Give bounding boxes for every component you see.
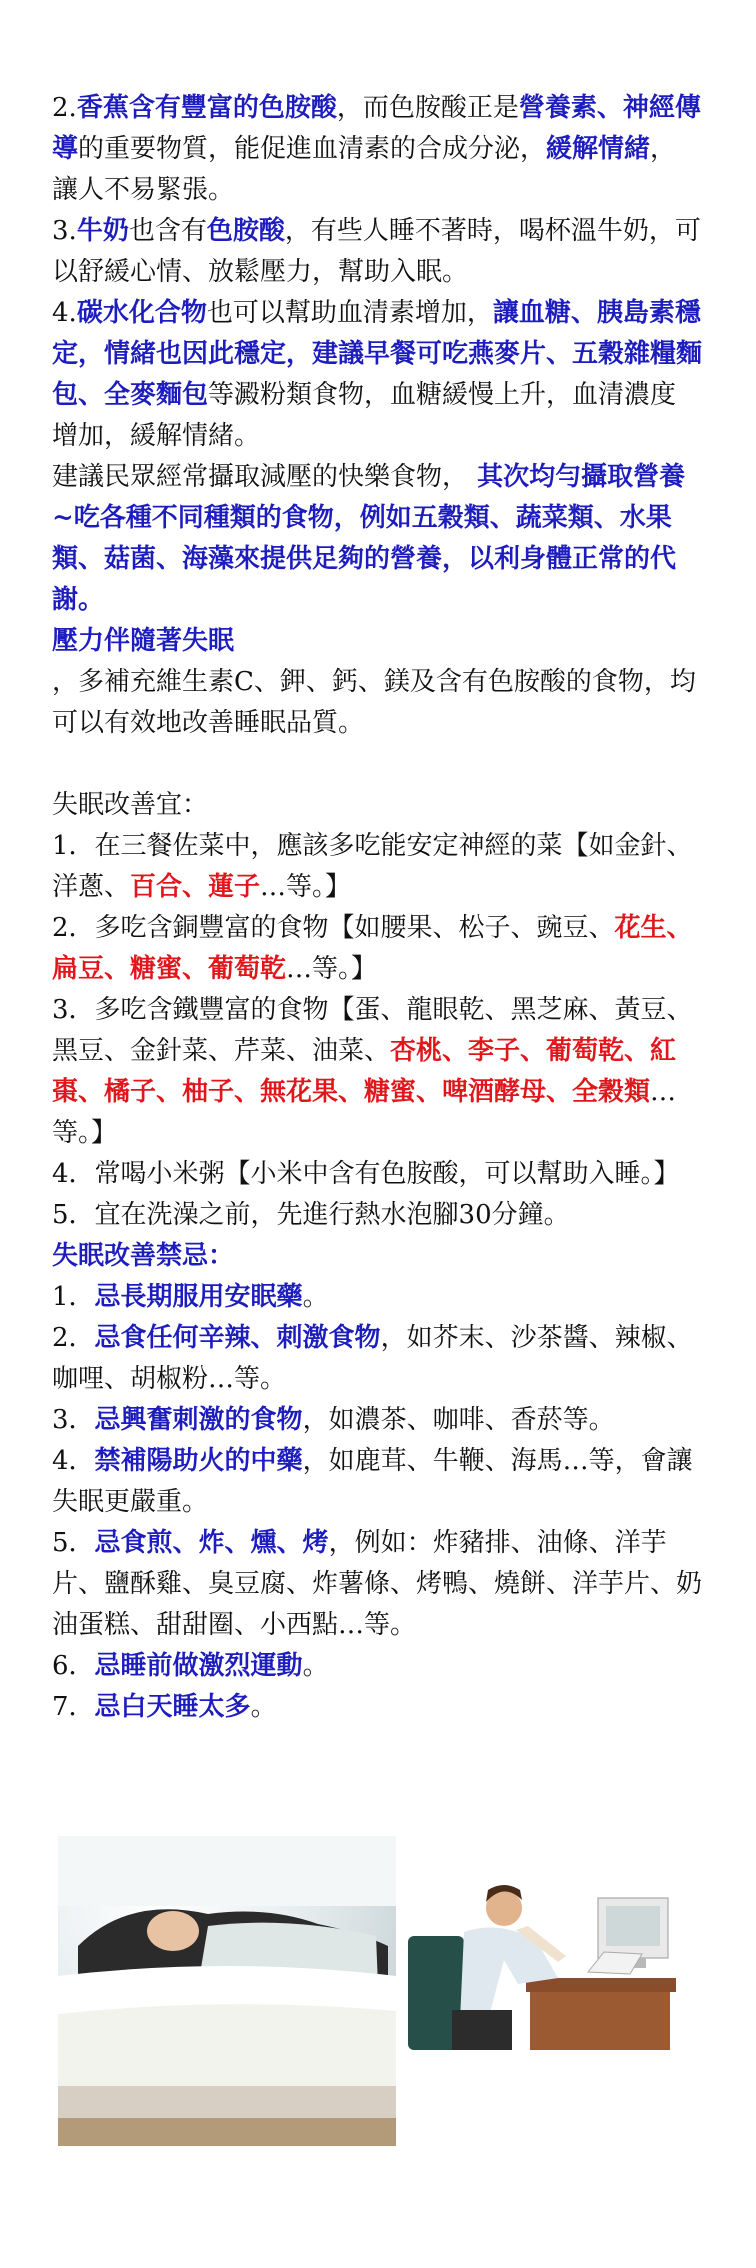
text-segment: 忌白天睡太多 bbox=[94, 1692, 251, 1722]
text-segment: 2. bbox=[52, 93, 77, 123]
text-segment: 3． bbox=[52, 1405, 95, 1435]
text-segment: 讓血糖、胰島素穩定，情緒也因此穩定，建議早餐可吃燕麥片、五穀雜糧麵包、全麥麵包 bbox=[52, 298, 703, 410]
paragraph-j4 bbox=[52, 1441, 702, 1523]
paragraph-i3 bbox=[52, 990, 702, 1154]
text-segment: 也含有 bbox=[128, 216, 207, 246]
text-segment: 1． bbox=[52, 1282, 95, 1312]
text-segment: …等。】 bbox=[52, 1077, 677, 1148]
paragraph-h2 bbox=[52, 1236, 702, 1277]
text-segment: 的重要物質，能促進血清素的合成分泌， bbox=[78, 134, 547, 164]
text-segment: 失眠改善宜： bbox=[52, 790, 209, 820]
text-segment: 碳水化合物 bbox=[76, 298, 207, 328]
text-segment: 7． bbox=[52, 1692, 95, 1722]
text-segment: 建議民眾經常攝取減壓的快樂食物， bbox=[52, 462, 469, 492]
paragraph-p6 bbox=[52, 621, 702, 662]
paragraph-j3 bbox=[52, 1400, 702, 1441]
text-segment: 也可以幫助血清素增加， bbox=[206, 298, 493, 328]
text-segment: 忌長期服用安眠藥 bbox=[94, 1282, 303, 1312]
text-segment: 忌睡前做激烈運動 bbox=[94, 1651, 303, 1681]
paragraph-j7 bbox=[52, 1687, 702, 1728]
text-segment: 禁補陽助火的中藥 bbox=[94, 1446, 303, 1476]
text-segment: 百合、蓮子 bbox=[130, 872, 261, 902]
article-body bbox=[52, 88, 702, 1728]
text-segment: 失眠改善禁忌： bbox=[52, 1241, 235, 1271]
paragraph-p4 bbox=[52, 293, 702, 457]
text-segment: 6． bbox=[52, 1651, 95, 1681]
text-segment: 3．多吃含鐵豐富的食物【蛋、龍眼乾、黑芝麻、黃豆、黑豆、金針菜、芹菜、油菜、 bbox=[52, 995, 693, 1066]
text-segment: 4．常喝小米粥【小米中含有色胺酸，可以幫助入睡。】 bbox=[52, 1159, 680, 1189]
stressed-worker-illustration bbox=[408, 1880, 680, 2050]
paragraph-i2 bbox=[52, 908, 702, 990]
text-segment: 。 bbox=[250, 1692, 277, 1722]
text-segment: 色胺酸 bbox=[258, 93, 337, 123]
paragraph-i1 bbox=[52, 826, 702, 908]
paragraph-j1 bbox=[52, 1277, 702, 1318]
paragraph-gap1 bbox=[52, 744, 702, 785]
text-segment: 壓力伴隨著失眠 bbox=[52, 626, 235, 656]
paragraph-j6 bbox=[52, 1646, 702, 1687]
text-segment: 4. bbox=[52, 298, 77, 328]
text-segment: 緩解情緒 bbox=[546, 134, 651, 164]
text-segment: 2． bbox=[52, 1323, 95, 1353]
text-segment: 杏桃、李子、葡萄乾、紅棗、橘子、柚子、無花果、糖蜜、啤酒酵母、全穀類 bbox=[52, 1036, 677, 1107]
paragraph-j5 bbox=[52, 1523, 702, 1646]
text-segment: …等。】 bbox=[260, 872, 352, 902]
text-segment: 。 bbox=[302, 1651, 329, 1681]
text-segment: 5．宜在洗澡之前，先進行熱水泡腳30分鐘。 bbox=[52, 1200, 570, 1230]
paragraph-p2 bbox=[52, 88, 702, 211]
text-segment: 4． bbox=[52, 1446, 95, 1476]
paragraph-p3 bbox=[52, 211, 702, 293]
paragraph-j2 bbox=[52, 1318, 702, 1400]
text-segment: 2．多吃含銅豐富的食物【如腰果、松子、豌豆、 bbox=[52, 913, 615, 943]
text-segment: 牛奶 bbox=[76, 216, 129, 246]
paragraph-p5 bbox=[52, 457, 702, 621]
text-segment: 忌食煎、炸、燻、烤 bbox=[94, 1528, 329, 1558]
text-segment: 忌食任何辛辣、刺激食物 bbox=[94, 1323, 381, 1353]
paragraph-h1 bbox=[52, 785, 702, 826]
text-segment: 1．在三餐佐菜中，應該多吃能安定神經的菜【如金針、洋蔥、 bbox=[52, 831, 693, 902]
text-segment: 香蕉含有豐富的 bbox=[76, 93, 259, 123]
text-segment: ，例如：炸豬排、油條、洋芋片、鹽酥雞、臭豆腐、炸薯條、烤鴨、燒餅、洋芋片、奶油蛋糕、甜甜圈、小西點…等。 bbox=[52, 1528, 703, 1640]
paragraph-p7 bbox=[52, 662, 702, 744]
text-segment: ，如濃茶、咖啡、香菸等。 bbox=[302, 1405, 615, 1435]
text-segment: ，多補充維生素C、鉀、鈣、鎂及含有色胺酸的食物，均可以有效地改善睡眠品質。 bbox=[52, 667, 696, 738]
text-segment: 忌興奮刺激的食物 bbox=[94, 1405, 303, 1435]
text-segment: …等。】 bbox=[286, 954, 378, 984]
sleeping-woman-illustration bbox=[58, 1836, 396, 2146]
text-segment: 3. bbox=[52, 216, 77, 246]
paragraph-i4 bbox=[52, 1154, 702, 1195]
text-segment: ，而色胺酸正是 bbox=[336, 93, 519, 123]
text-segment: 色胺酸 bbox=[206, 216, 285, 246]
text-segment: ，如芥末、沙茶醬、辣椒、咖哩、胡椒粉…等。 bbox=[52, 1323, 693, 1394]
paragraph-i5 bbox=[52, 1195, 702, 1236]
text-segment: 營養素、神經傳導 bbox=[52, 93, 701, 164]
text-segment: 花生、扁豆、糖蜜、葡萄乾 bbox=[52, 913, 693, 984]
text-segment: 。 bbox=[302, 1282, 329, 1312]
text-segment: 5． bbox=[52, 1528, 95, 1558]
text-segment: 等澱粉類食物，血糖緩慢上升，血清濃度增加，緩解情緒。 bbox=[52, 380, 677, 451]
text-segment: 其次均勻攝取營養~吃各種不同種類的食物，例如五穀類、蔬菜類、水果類、菇菌、海藻來提供足夠的營養，以利身體正常的代謝。 bbox=[52, 462, 686, 615]
text-segment: ，如鹿茸、牛鞭、海馬…等，會讓失眠更嚴重。 bbox=[52, 1446, 693, 1517]
text-segment: ，讓人不易緊張。 bbox=[52, 134, 677, 205]
text-segment: ，有些人睡不著時，喝杯溫牛奶，可以舒緩心情、放鬆壓力，幫助入眠。 bbox=[52, 216, 701, 287]
